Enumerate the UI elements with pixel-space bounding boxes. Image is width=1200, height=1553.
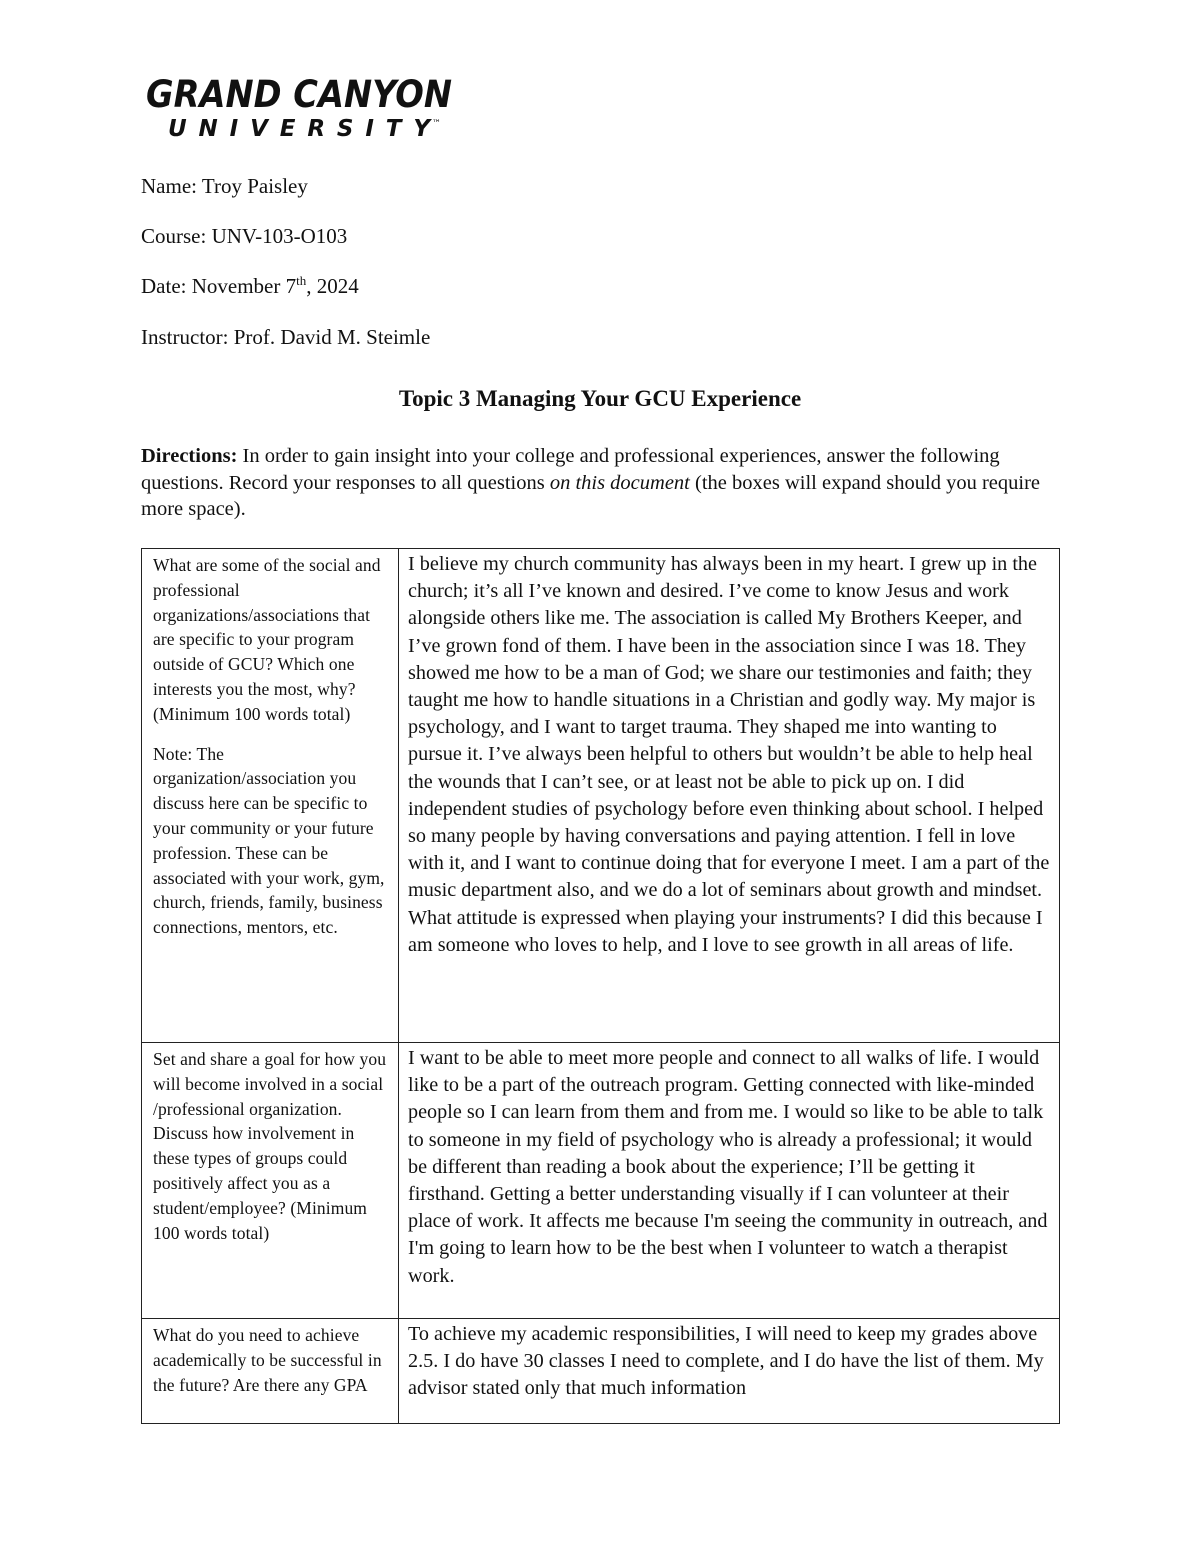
instructor-value: Prof. David M. Steimle [233, 325, 431, 349]
directions-text-1: In order to gain insight into your college and professional experiences, answer the following questions. Record your responses to all questions [141, 445, 1000, 494]
course-line [141, 224, 347, 248]
table-row [142, 549, 1060, 1043]
date-value-year: , 2024 [306, 274, 359, 298]
date-line [141, 274, 359, 298]
directions-emphasis: on this document [549, 471, 690, 494]
instructor-label: Instructor: [141, 325, 234, 349]
answer-text: To achieve my academic responsibilities, I will need to keep my grades above 2.5. I do have 30 classes I need to complete, and I do have the list of them. My advisor stated only that much information [408, 1323, 1044, 1400]
directions-label: Directions: [141, 445, 238, 467]
logo-line-2: UNIVERSITY [168, 116, 430, 142]
course-label: Course: [141, 224, 212, 248]
logo-trademark: ™ [432, 119, 441, 129]
document-title: Topic 3 Managing Your GCU Experience [398, 386, 802, 411]
question-cell [142, 1043, 399, 1319]
directions-text-2: (the boxes will expand should you require more space). [141, 471, 1041, 520]
instructor-line [141, 325, 430, 349]
student-name-line [141, 174, 308, 198]
question-cell [142, 549, 399, 1043]
question-text: What are some of the social and professional organizations/associations that are specific to your program outside of GCU? Which one interests you the most, why? (Minimum 100 words total) [153, 555, 381, 724]
directions-paragraph [141, 443, 1041, 523]
table-row [142, 1319, 1060, 1424]
answer-cell[interactable] [399, 1043, 1060, 1319]
question-note: Note: The organization/association you discuss here can be specific to your community or your future profession. These can be associated with your work, gym, church, friends, family, business connections, mentors, etc. [153, 743, 385, 938]
question-text: What do you need to achieve academically to be successful in the future? Are there any GPA [153, 1325, 382, 1395]
name-label: Name: [141, 174, 202, 198]
answer-cell[interactable] [399, 1319, 1060, 1424]
answer-cell[interactable] [399, 549, 1060, 1043]
course-value: UNV-103-O103 [211, 224, 348, 248]
table-row [142, 1043, 1060, 1319]
university-logo [146, 74, 466, 144]
date-ordinal-suffix: th [296, 273, 307, 288]
question-cell [142, 1319, 399, 1424]
answer-text: I believe my church community has always been in my heart. I grew up in the church; it’s all I’ve known and desired. I’ve come to know Jesus and work alongside others like me. The association is called My Brothers Keeper, and I’ve grown fond of them. I have been in the association since I was 18. They showed me how to be a man of God; we share our testimonies and faith; they taught me how to handle situations in a Christian and godly way. My major is psychology, and I want to target trauma. They shaped me into wanting to pursue it. I’ve always been helpful to others but wouldn’t be able to help heal the wounds that I can’t see, or at least not be able to pick up on. I did independent studies of psychology before even thinking about school. I helped so many people by having conversations and paying attention. I fell in love with it, and I want to continue doing that for everyone I meet. I am a part of the music department also, and we do a lot of seminars about growth and mindset. What attitude is expressed when playing your instruments? I did this because I am someone who loves to help, and I love to see growth in all areas of life. [408, 553, 1050, 956]
question-text: Set and share a goal for how you will become involved in a social /professional organization. Discuss how involvement in these types of groups could positively affect you as a student/employee? (Minimum 100 words total) [153, 1049, 387, 1243]
question-answer-table [141, 548, 1060, 1424]
logo-line-1: GRAND CANYON [146, 74, 453, 116]
date-label: Date: [141, 274, 192, 298]
date-value-month-day: November 7 [191, 274, 297, 298]
name-value: Troy Paisley [201, 174, 308, 198]
answer-text: I want to be able to meet more people and connect to all walks of life. I would like to be a part of the outreach program. Getting connected with like-minded people so I can learn from them and from me. I would so like to be able to talk to someone in my field of psychology who is already a professional; it would be different than reading a book about the experience; I’ll be getting it firsthand. Getting a better understanding visually if I can volunteer at their place of work. It affects me because I'm seeing the community in outreach, and I'm going to learn how to be the best when I volunteer to watch a therapist work. [408, 1047, 1048, 1287]
